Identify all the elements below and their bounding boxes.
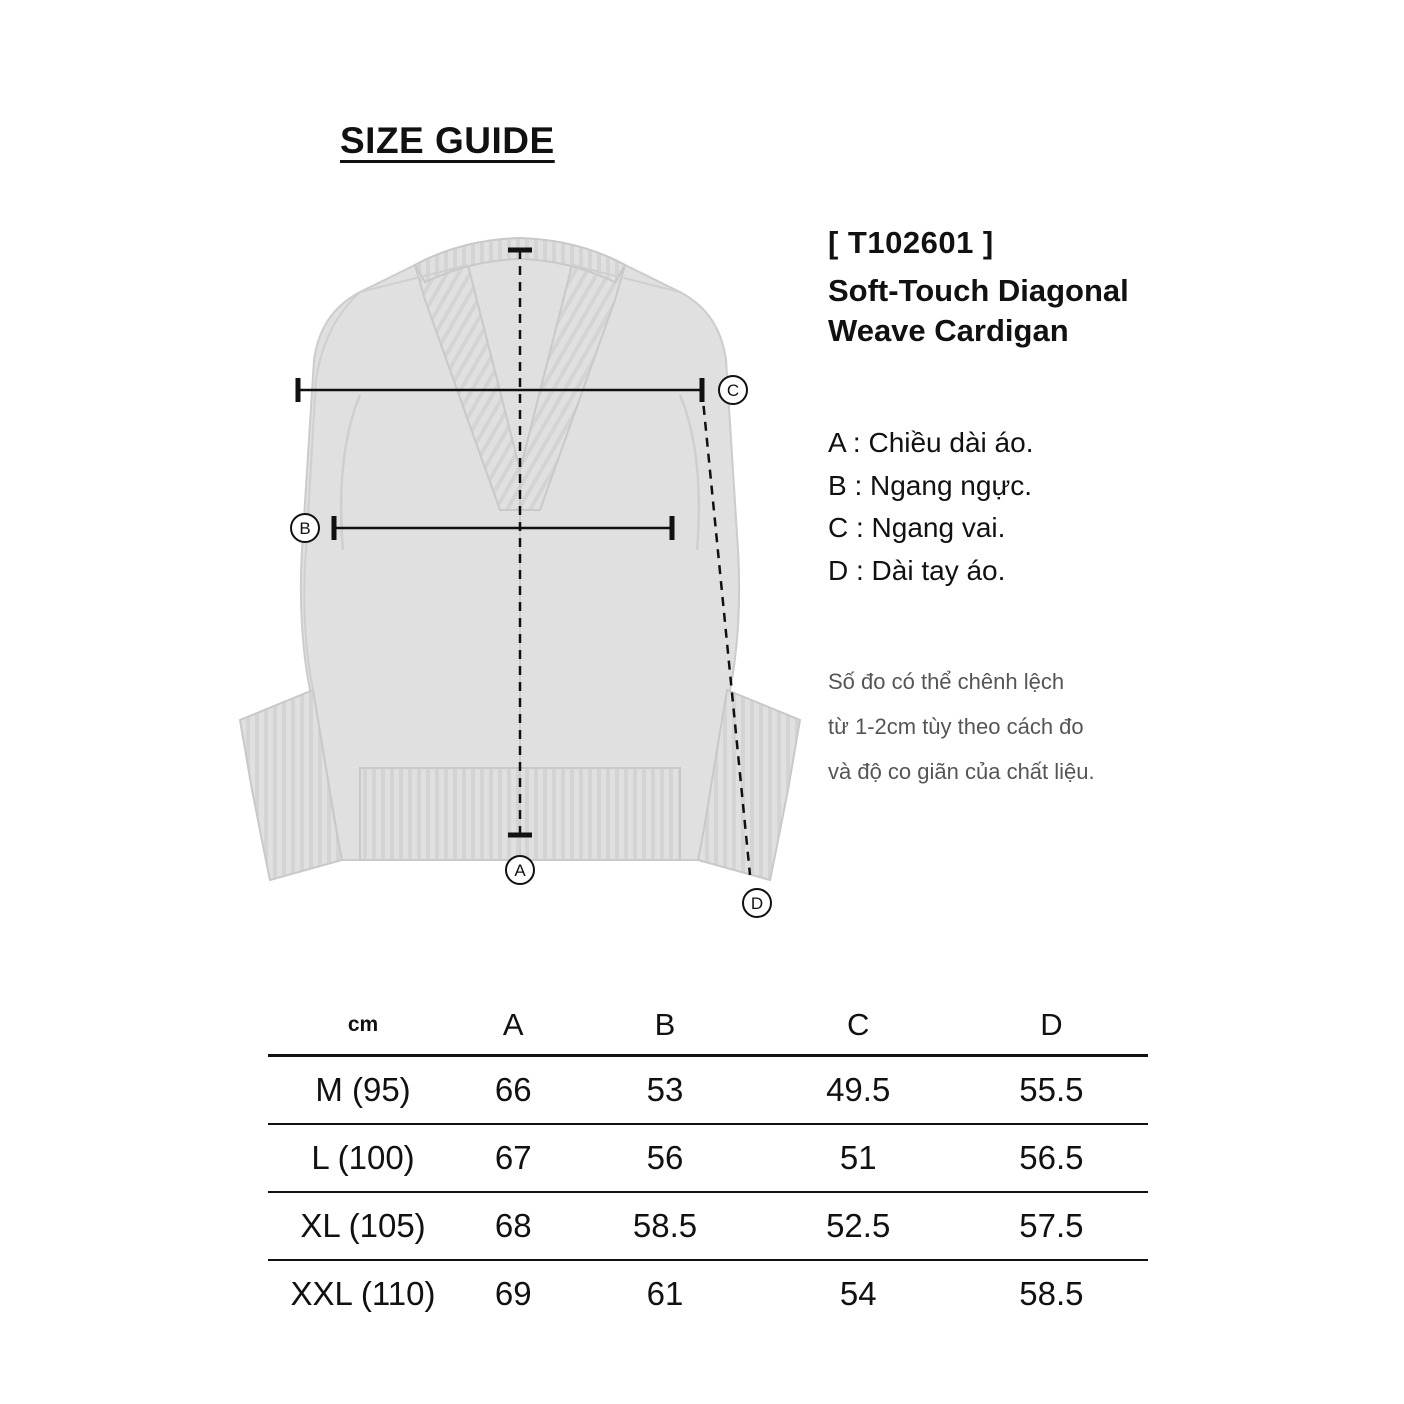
marker-c-label: C (726, 381, 740, 400)
size-table (268, 996, 1148, 1327)
row-value-c: 51 (762, 1124, 955, 1192)
note-line-1: Số đo có thể chênh lệch (828, 668, 1065, 694)
header-c: C (847, 1007, 870, 1042)
row-size-label: M (95) (268, 1056, 458, 1125)
row-size-label: XL (105) (268, 1192, 458, 1260)
row-value-b: 53 (568, 1056, 761, 1125)
product-name (828, 271, 1248, 350)
header-d: D (1040, 1007, 1063, 1042)
legend-item-b: B : Ngang ngực. (828, 469, 1032, 501)
header-b: B (654, 1007, 676, 1042)
marker-a-label: A (514, 861, 526, 880)
legend-item-c: C : Ngang vai. (828, 512, 1006, 544)
measurement-legend (828, 422, 1288, 592)
product-name-line1: Soft-Touch Diagonal (828, 273, 1129, 308)
legend-item-d: D : Dài tay áo. (828, 554, 1006, 586)
legend-item-a: A : Chiều dài áo. (828, 427, 1034, 459)
row-value-a: 69 (494, 1275, 532, 1312)
size-table-header-row (268, 996, 1148, 1056)
row-value-d: 55.5 (955, 1056, 1148, 1125)
row-value-a: 67 (458, 1124, 568, 1192)
row-value-d: 58.5 (1019, 1275, 1084, 1312)
row-value-c: 52.5 (762, 1192, 955, 1260)
row-value-a: 66 (458, 1056, 568, 1125)
note-line-2: từ 1-2cm tùy theo cách đo (828, 713, 1084, 739)
marker-b-label: B (299, 519, 311, 538)
row-value-a: 68 (458, 1192, 568, 1260)
row-value-c: 54 (839, 1275, 877, 1312)
table-row (268, 1192, 1148, 1260)
measurement-note (828, 659, 1288, 794)
marker-a (506, 856, 534, 884)
row-value-b: 61 (646, 1275, 684, 1312)
marker-d-label: D (750, 894, 764, 913)
size-table-head (268, 996, 1148, 1056)
table-row (268, 1260, 1148, 1327)
row-size-label: L (100) (268, 1124, 458, 1192)
page-title: SIZE GUIDE (340, 120, 555, 161)
row-value-b: 58.5 (568, 1192, 761, 1260)
marker-b (291, 514, 319, 542)
product-name-line2: Weave Cardigan (828, 312, 1069, 348)
table-row (268, 1056, 1148, 1125)
row-value-c: 49.5 (762, 1056, 955, 1125)
table-row (268, 1124, 1148, 1192)
product-code: [ T102601 ] (828, 225, 994, 260)
header-a: A (502, 1007, 524, 1042)
row-size-label: XXL (110) (290, 1275, 436, 1312)
size-table-body (268, 1056, 1148, 1328)
product-info (828, 225, 1288, 794)
row-value-b: 56 (568, 1124, 761, 1192)
row-value-d: 57.5 (955, 1192, 1148, 1260)
row-value-d: 56.5 (955, 1124, 1148, 1192)
note-line-3: và độ co giãn của chất liệu. (828, 758, 1095, 784)
cardigan-diagram (210, 220, 830, 940)
marker-c (719, 376, 747, 404)
marker-d (743, 889, 771, 917)
header-unit: cm (347, 1013, 379, 1036)
